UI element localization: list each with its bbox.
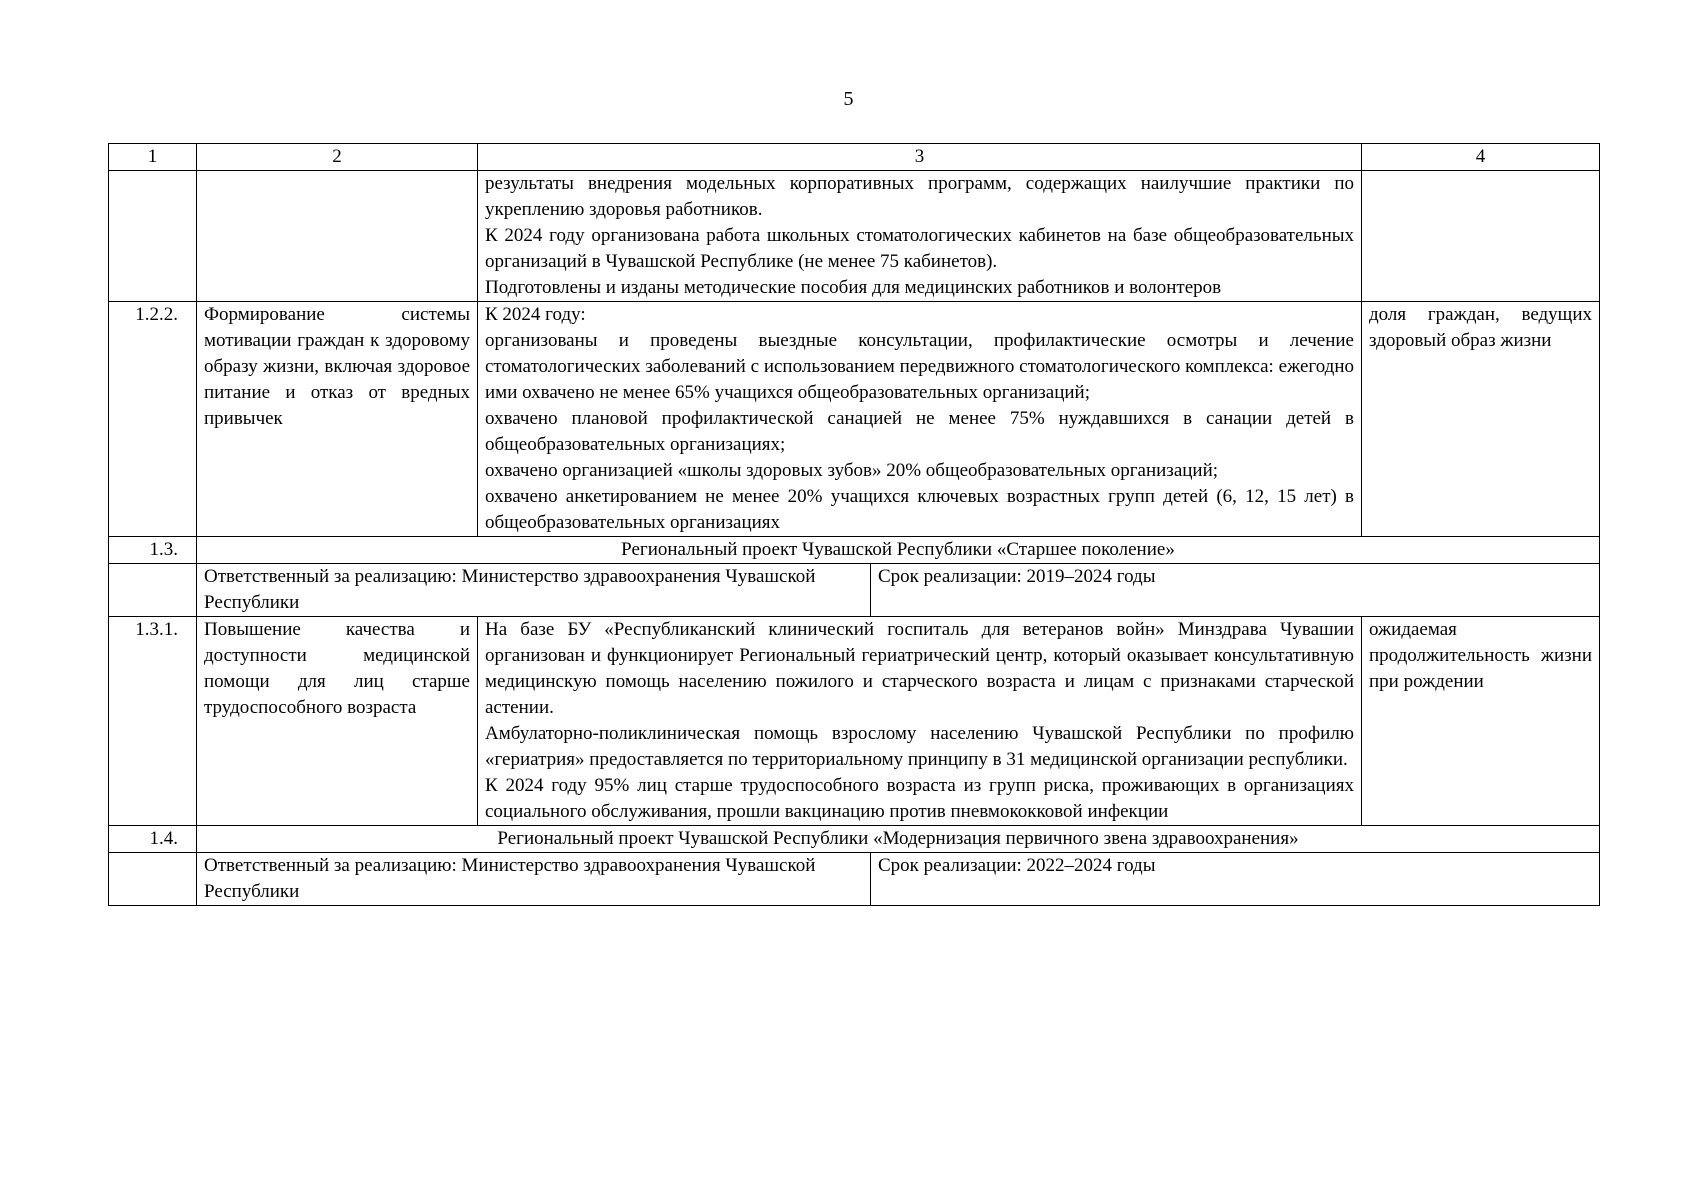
section-title: Региональный проект Чувашской Республики «Модернизация первичного звена здравоохранения» <box>197 826 1600 853</box>
section-number: 1.3. <box>109 537 197 564</box>
responsible-party: Ответственный за реализацию: Министерство здравоохранения Чувашской Республики <box>197 853 871 906</box>
measure-description <box>478 171 1362 302</box>
description-paragraph: К 2024 году организована работа школьных стоматологических кабинетов на базе общеобразовательных организаций в Чувашской Республике (не менее 75 кабинетов). <box>485 225 1354 272</box>
description-paragraph: Подготовлены и изданы методические пособия для медицинских работников и волонтеров <box>485 277 1222 298</box>
table-row <box>109 171 1600 302</box>
page-number: 5 <box>843 88 854 110</box>
description-paragraph: охвачено плановой профилактической санацией не менее 75% нуждавшихся в санации детей в общеобразовательных организациях; <box>485 408 1354 455</box>
section-number: 1.4. <box>109 826 197 853</box>
responsibility-row <box>109 564 1600 617</box>
header-col-1: 1 <box>109 144 197 171</box>
description-paragraph: результаты внедрения модельных корпоративных программ, содержащих наилучшие практики по укреплению здоровья работников. <box>485 173 1354 220</box>
measure-description <box>478 617 1362 826</box>
row-number <box>109 171 197 302</box>
description-paragraph: организованы и проведены выездные консультации, профилактические осмотры и лечение стоматологических заболеваний с использованием передвижного стоматологического комплекса: ежегодно ими охвачено не менее 65% учащихся общеобразовательных организаций; <box>485 330 1354 403</box>
measure-description <box>478 302 1362 537</box>
program-table <box>108 143 1600 906</box>
row-number: 1.2.2. <box>109 302 197 537</box>
description-paragraph: На базе БУ «Республиканский клинический госпиталь для ветеранов войн» Минздрава Чувашии организован и функционирует Региональный гериатрический центр, который оказывает консультативную медицинскую помощь населению пожилого и старческого возраста и лицам с признаками старческой астении. <box>485 619 1354 718</box>
empty-cell <box>109 564 197 617</box>
responsible-party: Ответственный за реализацию: Министерство здравоохранения Чувашской Республики <box>197 564 871 617</box>
indicator <box>1362 171 1600 302</box>
description-paragraph: К 2024 году 95% лиц старше трудоспособного возраста из групп риска, проживающих в организациях социального обслуживания, прошли вакцинацию против пневмококковой инфекции <box>485 775 1354 822</box>
implementation-term: Срок реализации: 2019–2024 годы <box>871 564 1600 617</box>
section-row <box>109 537 1600 564</box>
indicator: ожидаемая продолжительность жизни при рождении <box>1362 617 1600 826</box>
table-header-row <box>109 144 1600 171</box>
section-row <box>109 826 1600 853</box>
empty-cell <box>109 853 197 906</box>
responsibility-row <box>109 853 1600 906</box>
section-title: Региональный проект Чувашской Республики «Старшее поколение» <box>197 537 1600 564</box>
measure-name <box>197 171 478 302</box>
table-row <box>109 302 1600 537</box>
description-paragraph: К 2024 году: <box>485 304 586 325</box>
header-col-3: 3 <box>478 144 1362 171</box>
indicator: доля граждан, ведущих здоровый образ жизни <box>1362 302 1600 537</box>
implementation-term: Срок реализации: 2022–2024 годы <box>871 853 1600 906</box>
row-number: 1.3.1. <box>109 617 197 826</box>
table-row <box>109 617 1600 826</box>
description-paragraph: охвачено организацией «школы здоровых зубов» 20% общеобразовательных организаций; <box>485 460 1219 481</box>
measure-name: Повышение качества и доступности медицинской помощи для лиц старше трудоспособного возраста <box>197 617 478 826</box>
header-col-4: 4 <box>1362 144 1600 171</box>
description-paragraph: охвачено анкетированием не менее 20% учащихся ключевых возрастных групп детей (6, 12, 15 лет) в общеобразовательных организациях <box>485 486 1354 533</box>
measure-name: Формирование системы мотивации граждан к здоровому образу жизни, включая здоровое питание и отказ от вредных привычек <box>197 302 478 537</box>
header-col-2: 2 <box>197 144 478 171</box>
description-paragraph: Амбулаторно-поликлиническая помощь взрослому населению Чувашской Республики по профилю «гериатрия» предоставляется по территориальному принципу в 31 медицинской организации республики. <box>485 723 1354 770</box>
